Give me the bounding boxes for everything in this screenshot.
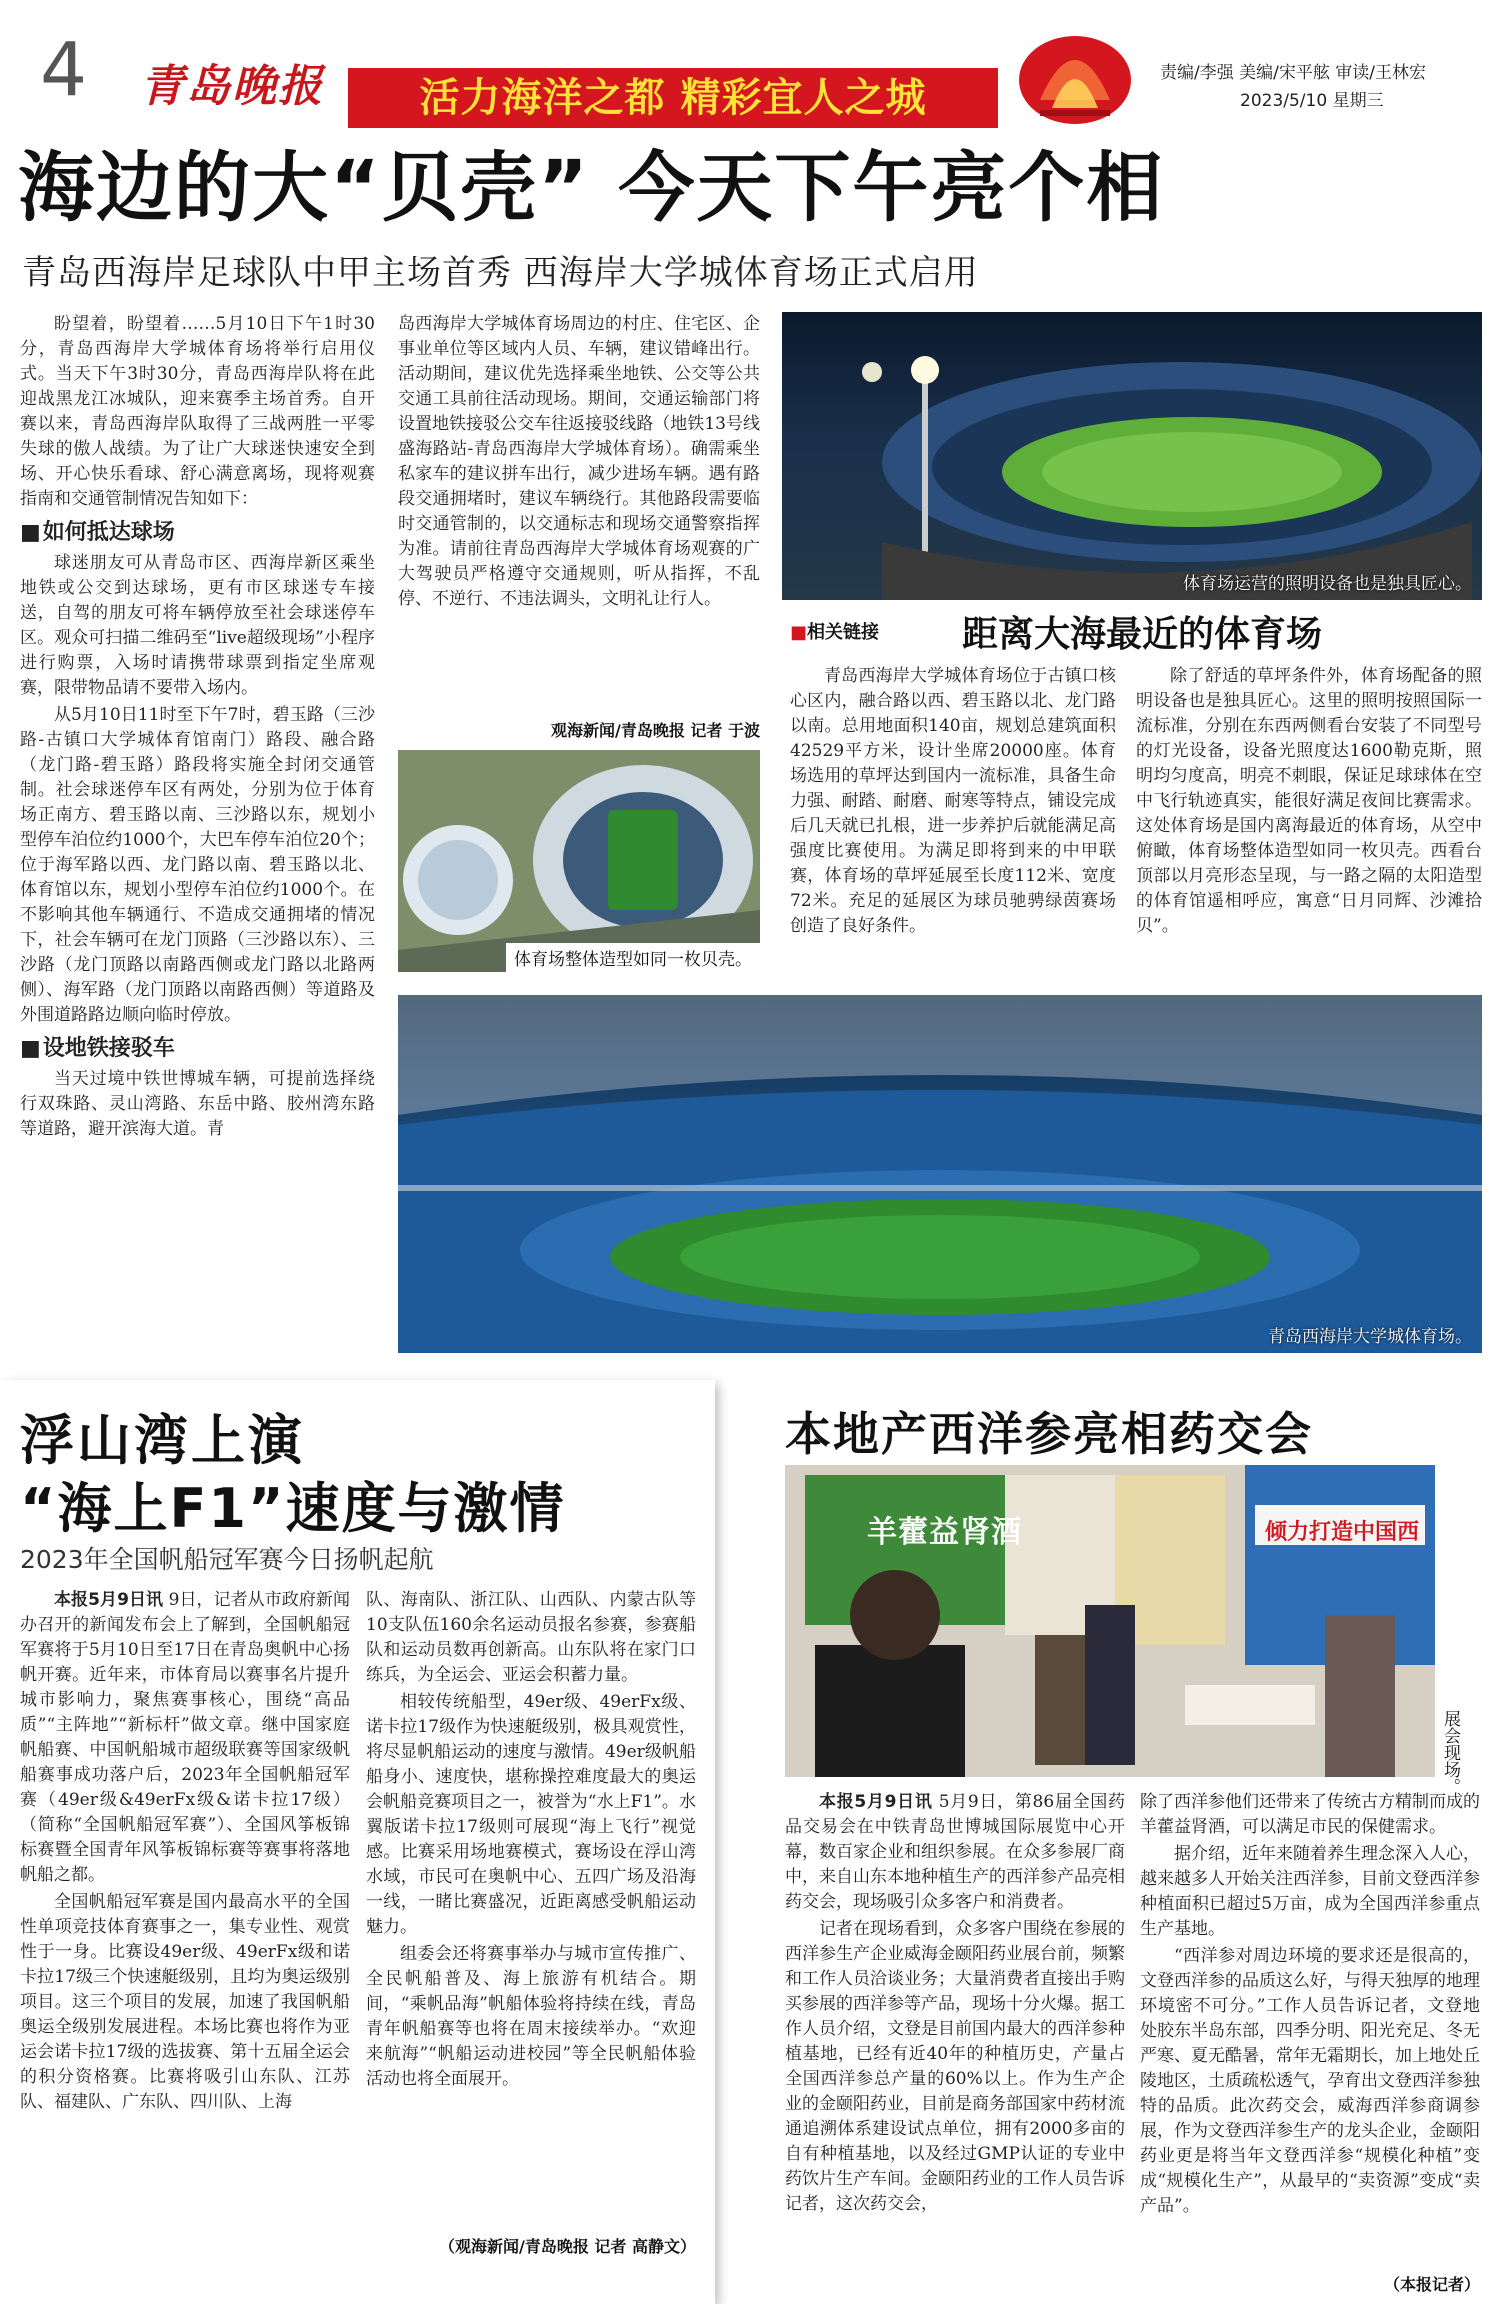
story3-col1-p2: 记者在现场看到，众多客户围绕在参展的西洋参生产企业威海金颐阳药业展台前，频繁和工作人员洽谈业务；大量消费者直接出手购买参展的西洋参等产品，现场十分火爆。据工作人员介绍，文登是目前国内最大的西洋参种植基地，已经有近40年的种植历史，产量占全国西洋参总产量的60%以上。作为生产企业的金颐阳药业，目前是商务部国家中药材流通追溯体系建设试点单位，拥有2000多亩的自有种植基地，以及经过GMP认证的专业中药饮片生产车间。金颐阳药业的工作人员告诉记者，这次药交会，	[785, 1919, 1125, 2214]
story2-byline: （观海新闻/青岛晚报 记者 高静文）	[439, 2237, 696, 2256]
story1-intro: 盼望着，盼望着……5月10日下午1时30分，青岛西海岸大学城体育场将举行启用仪式。当天下午3时30分，青岛西海岸队将在此迎战黑龙江冰城队，迎来赛季主场首秀。自开赛以来，青岛西海岸队取得了三战两胜一平零失球的傲人战绩。为了让广大球迷快速安全到场、开心快乐看球、舒心满意离场，现将观赛指南和交通管制情况告知如下：	[20, 314, 375, 509]
story1-column-1	[20, 312, 375, 1352]
slogan-banner: 活力海洋之都 精彩宜人之城	[348, 68, 998, 128]
photo1-caption: 体育场运营的照明设备也是独具匠心。	[1183, 574, 1472, 594]
related-link-tag	[790, 618, 879, 644]
story2-dateline: 本报5月9日讯	[54, 1590, 164, 1610]
section-heading-arrival: ■ 如何抵达球场	[20, 520, 375, 545]
section-heading-metro: ■ 设地铁接驳车	[20, 1036, 375, 1061]
story1-headline: 海边的大“贝壳” 今天下午亮个相	[18, 143, 1165, 232]
story2-subhead: 2023年全国帆船冠军赛今日扬帆起航	[20, 1545, 434, 1574]
related-tag-marker-icon: ■	[790, 622, 808, 643]
booth-sign-2: 倾力打造中国西	[1265, 1520, 1420, 1545]
interior-illustration-icon	[398, 995, 1482, 1353]
aerial-stadium-photo	[398, 750, 760, 972]
photo2-caption: 体育场整体造型如同一枚贝壳。	[506, 943, 760, 972]
related-tag-label: 相关链接	[807, 622, 880, 643]
expo-booth-photo	[785, 1465, 1435, 1777]
story2-headline-line1: 浮山湾上演	[20, 1409, 305, 1472]
story3-dateline: 本报5月9日讯	[819, 1792, 933, 1812]
story2-col2-p2: 相较传统船型，49er级、49erFx级、诺卡拉17级作为快速艇级别，极具观赏性，将尽显帆船运动的速度与激情。49er级帆船船身小、速度快，堪称操控难度最大的奥运会帆船竞赛项目之一，被誉为“水上F1”。水翼版诺卡拉17级则可展现“海上飞行”视觉感。比赛采用场地赛模式，赛场设在浮山湾水域，市民可在奥帆中心、五四广场及沿海一线，一睹比赛盛况，近距离感受帆船运动魅力。	[366, 1692, 696, 1937]
story3-col1-p1: 5月9日，第86届全国药品交易会在中铁青岛世博城国际展览中心开幕，数百家企业和组织参展。在众多参展厂商中，来自山东本地种植生产的西洋参产品亮相药交会，现场吸引众多客户和消费者。	[785, 1792, 1125, 1912]
story1-col2-text: 岛西海岸大学城体育场周边的村庄、住宅区、企事业单位等区域内人员、车辆，建议错峰出行。活动期间，建议优先选择乘坐地铁、公交等公共交通工具前往活动现场。期间，交通运输部门将设置地铁接驳公交车往返接驳线路（地铁13号线盛海路站-青岛西海岸大学城体育场）。确需乘坐私家车的建议拼车出行，减少进场车辆。遇有路段交通拥堵时，建议车辆绕行。其他路段需要临时交通管制的，以交通标志和现场交通警察指挥为准。请前往青岛西海岸大学城体育场观赛的广大驾驶员严格遵守交通规则，听从指挥，不乱停、不逆行、不违法调头，文明礼让行人。	[398, 314, 760, 609]
editors-line: 责编/李强 美编/宋平舷 审读/王林宏	[1160, 63, 1426, 83]
story2-headline-line2: “海上F1”速度与激情	[20, 1477, 566, 1540]
story2-column-2	[366, 1588, 696, 2228]
sail-emblem-icon	[1000, 30, 1150, 130]
story1-section2-p1: 当天过境中铁世博城车辆，可提前选择绕行双珠路、灵山湾路、东岳中路、胶州湾东路等道路，避开滨海大道。青	[20, 1069, 375, 1139]
story2-col1-p1: 9日，记者从市政府新闻办召开的新闻发布会上了解到，全国帆船冠军赛将于5月10日至17日在青岛奥帆中心扬帆开赛。近年来，市体育局以赛事名片提升城市影响力，聚焦赛事核心，围绕“高品质”“主阵地”“新标杆”做文章。继中国家庭帆船赛、中国帆船城市超级联赛等国家级帆船赛事成功落户后，2023年全国帆船冠军赛（49er级&49erFx级&诺卡拉17级）（简称“全国帆船冠军赛”）、全国风筝板锦标赛暨全国青年风筝板锦标赛等赛事将落地帆船之都。	[20, 1590, 350, 1885]
page-number: 4	[40, 27, 88, 113]
story3-column-1	[785, 1790, 1125, 2296]
stadium-illustration-icon	[782, 312, 1482, 600]
story1-subhead: 青岛西海岸足球队中甲主场首秀 西海岸大学城体育场正式启用	[22, 253, 979, 293]
related-link-title: 距离大海最近的体育场	[962, 614, 1323, 655]
story2-col2-p1: 队、海南队、浙江队、山西队、内蒙古队等10支队伍160余名运动员报名参赛，参赛船队和运动员数再创新高。山东队将在家门口练兵，为全运会、亚运会积蓄力量。	[366, 1590, 696, 1685]
story3-column-2	[1140, 1790, 1480, 2270]
story3-col2-p2: 据介绍，近年来随着养生理念深入人心，越来越多人开始关注西洋参，目前文登西洋参种植面积已超过5万亩，成为全国西洋参重点生产基地。	[1140, 1844, 1480, 1939]
story1-column-2	[398, 312, 760, 712]
aerial-shell-illustration-icon	[398, 750, 760, 972]
story2-col1-p2: 全国帆船冠军赛是国内最高水平的全国性单项竞技体育赛事之一，集专业性、观赏性于一身。比赛设49er级、49erFx级和诺卡拉17级三个快速艇级别，且均为奥运级别项目。这三个项目的发展，加速了我国帆船奥运全级别发展进程。本场比赛也将作为亚运会诺卡拉17级的选拔赛、第十五届全运会的积分资格赛。比赛将吸引山东队、江苏队、福建队、广东队、四川队、上海	[20, 1892, 350, 2112]
story3-col2-p1: 除了西洋参他们还带来了传统古方精制而成的羊藿益肾酒，可以满足市民的保健需求。	[1140, 1792, 1480, 1837]
story3-col2-p3: “西洋参对周边环境的要求还是很高的，文登西洋参的品质这么好，与得天独厚的地理环境密不可分。”工作人员告诉记者，文登地处胶东半岛东部，四季分明、阳光充足、冬无严寒、夏无酷暑，常年无霜期长，加上地处丘陵地区，土质疏松透气，孕育出文登西洋参独特的品质。此次药交会，威海西洋参商调参展，作为文登西洋参生产的龙头企业，金颐阳药业更是将当年文登西洋参“规模化种植”变成“规模化生产”，从最早的“卖资源”变成“卖产品”。	[1140, 1946, 1480, 2216]
paper-name-logo: 青岛晚报	[140, 61, 324, 112]
related-column-1: 青岛西海岸大学城体育场位于古镇口核心区内，融合路以西、碧玉路以北、龙门路以南。总用地面积140亩，规划总建筑面积42529平方米，设计坐席20000座。体育场选用的草坪达到国内一流标准，具备生命力强、耐踏、耐磨、耐寒等特点，铺设完成后几天就已扎根，进一步养护后就能满足高强度比赛使用。为满足即将到来的中甲联赛，体育场的草坪延展至长度112米、宽度72米。充足的延展区为球员驰骋绿茵赛场创造了良好条件。	[790, 666, 1116, 936]
story1-section1-p2: 从5月10日11时至下午7时，碧玉路（三沙路-古镇口大学城体育馆南门）路段、融合路（龙门路-碧玉路）路段将实施全封闭交通管制。社会球迷停车区有两处，分别为位于体育场正南方、碧玉路以南、三沙路以东，规划小型停车泊位约1000个，大巴车停车泊位20个；位于海军路以西、龙门路以南、碧玉路以北、体育馆以东，规划小型停车泊位约1000个。在不影响其他车辆通行、不造成交通拥堵的情况下，社会车辆可在龙门顶路（三沙路以东）、三沙路（龙门顶路以南路西侧或龙门路以北路两侧）、海军路（龙门顶路以南路西侧）等道路及外围道路路边顺向临时停放。	[20, 705, 375, 1025]
masthead	[0, 0, 1500, 140]
interior-stadium-photo	[398, 995, 1482, 1353]
booth-sign-1: 羊藿益肾酒	[867, 1515, 1022, 1550]
night-stadium-photo	[782, 312, 1482, 600]
story1-byline: 观海新闻/青岛晚报 记者 于波	[551, 721, 760, 740]
story3-byline: （本报记者）	[1383, 2275, 1480, 2294]
photo3-caption: 青岛西海岸大学城体育场。	[1268, 1327, 1472, 1347]
story1-section1-p1: 球迷朋友可从青岛市区、西海岸新区乘坐地铁或公交到达球场，更有市区球迷专车接送，自驾的朋友可将车辆停放至社会球迷停车区。观众可扫描二维码至“live超级现场”小程序进行购票，入场时请携带球票到指定坐席观赛，限带物品请不要带入场内。	[20, 553, 375, 698]
story2-col2-p3: 组委会还将赛事举办与城市宣传推广、全民帆船普及、海上旅游有机结合。期间，“乘帆品海”帆船体验将持续在线，青岛青年帆船赛等也将在周末接续举办。“欢迎来航海”“帆船运动进校园”等全民帆船体验活动也将全面展开。	[366, 1944, 696, 2089]
story2-column-1	[20, 1588, 350, 2288]
story3-photo-caption: 展会现场。	[1440, 1710, 1460, 1795]
story3-headline: 本地产西洋参亮相药交会	[785, 1407, 1313, 1461]
date-line: 2023/5/10 星期三	[1240, 91, 1384, 111]
related-column-2: 除了舒适的草坪条件外，体育场配备的照明设备也是独具匠心。这里的照明按照国际一流标准，分别在东西两侧看台安装了不同型号的灯光设备，设备光照度达1600勒克斯，照明均匀度高，明亮不刺眼，保证足球球体在空中飞行轨迹真实，能很好满足夜间比赛需求。这处体育场是国内离海最近的体育场，从空中俯瞰，体育场整体造型如同一枚贝壳。西看台顶部以月亮形态呈现，与一路之隔的太阳造型的体育馆遥相呼应，寓意“日月同辉、沙滩拾贝”。	[1136, 666, 1482, 936]
